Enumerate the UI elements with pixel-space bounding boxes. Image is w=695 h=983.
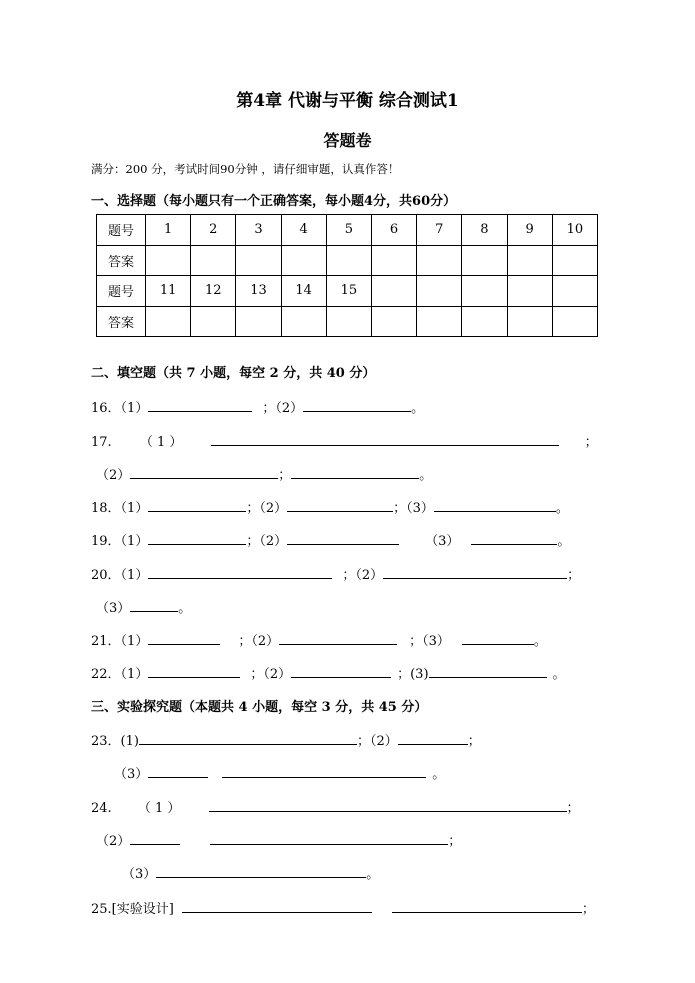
answer-cell[interactable] — [371, 245, 416, 276]
answer-cell[interactable] — [191, 245, 236, 276]
table-cell — [552, 276, 597, 307]
page-subtitle: 答题卷 — [323, 131, 372, 150]
question-22: 22．（1） ；（2） ；(3) 。 — [91, 667, 566, 682]
question-19: 19．（1） ；（2） （3） 。 — [91, 534, 571, 549]
table-cell: 5 — [326, 215, 371, 246]
table-cell: 9 — [507, 215, 552, 246]
table-cell — [507, 276, 552, 307]
answer-blank[interactable] — [287, 532, 399, 545]
answer-blank[interactable] — [139, 732, 357, 745]
answer-cell[interactable] — [191, 306, 236, 337]
question-label: 22．（1） — [91, 667, 149, 682]
page-title: 第4章 代谢与平衡 综合测试1 — [236, 91, 459, 111]
question-24-part2: （2） ； — [96, 834, 462, 849]
answer-blank[interactable] — [279, 632, 397, 645]
question-25: 25.[实验设计] ； — [91, 902, 595, 917]
answer-blank[interactable] — [148, 632, 220, 645]
answer-cell[interactable] — [236, 306, 281, 337]
question-label: 23．(1) — [91, 734, 139, 749]
table-cell: 6 — [371, 215, 416, 246]
answer-blank[interactable] — [429, 665, 547, 678]
answer-blank[interactable] — [222, 765, 426, 778]
table-cell — [417, 276, 462, 307]
table-cell: 题号 — [97, 276, 146, 307]
answer-blank[interactable] — [291, 466, 419, 479]
table-cell: 答案 — [97, 306, 146, 337]
answer-blank[interactable] — [398, 732, 468, 745]
table-cell: 2 — [191, 215, 236, 246]
answer-cell[interactable] — [326, 306, 371, 337]
answer-blank[interactable] — [130, 599, 178, 612]
table-cell: 答案 — [97, 245, 146, 276]
question-label: 17. — [91, 435, 112, 450]
question-24: 24. （ 1 ） ； — [91, 801, 580, 816]
answer-cell[interactable] — [507, 245, 552, 276]
question-23: 23．(1) ；（2） ； — [91, 734, 481, 749]
question-label: 25.[实验设计] — [91, 902, 174, 917]
question-20: 20．（1） ；（2） ； — [91, 568, 581, 583]
answer-table — [96, 214, 598, 337]
answer-blank[interactable] — [303, 399, 411, 412]
question-17: 17. （ 1 ） ； — [91, 435, 598, 450]
table-cell — [371, 276, 416, 307]
question-23-part2: （3） 。 — [114, 767, 446, 782]
section-fill-heading: 二、填空题（共 7 小题，每空 2 分，共 40 分） — [91, 366, 376, 381]
answer-blank[interactable] — [291, 665, 391, 678]
table-row — [97, 215, 598, 246]
question-24-part3: （3） 。 — [122, 867, 380, 882]
answer-cell[interactable] — [507, 306, 552, 337]
answer-cell[interactable] — [326, 245, 371, 276]
table-cell: 14 — [281, 276, 326, 307]
answer-blank[interactable] — [392, 900, 582, 913]
question-label: 18．（1） — [91, 501, 149, 516]
table-cell: 12 — [191, 276, 236, 307]
answer-blank[interactable] — [471, 532, 557, 545]
answer-cell[interactable] — [552, 306, 597, 337]
exam-note: 满分：200 分，考试时间90分钟 ，请仔细审题，认真作答！ — [91, 162, 400, 176]
answer-blank[interactable] — [462, 632, 534, 645]
section-choice-heading: 一、选择题（每小题只有一个正确答案，每小题4分，共60分） — [91, 194, 457, 209]
question-17-part2: （2） ； 。 — [96, 468, 433, 483]
answer-blank[interactable] — [287, 499, 393, 512]
answer-blank[interactable] — [148, 765, 208, 778]
table-cell: 8 — [462, 215, 507, 246]
section-experiment-heading: 三、实验探究题（本题共 4 小题，每空 3 分，共 45 分） — [91, 700, 428, 715]
table-cell: 1 — [146, 215, 191, 246]
answer-cell[interactable] — [417, 245, 462, 276]
question-label: 16．（1） — [91, 401, 149, 416]
answer-cell[interactable] — [236, 245, 281, 276]
answer-blank[interactable] — [148, 665, 240, 678]
answer-blank[interactable] — [383, 566, 567, 579]
question-label: 21．（1） — [91, 634, 149, 649]
answer-blank[interactable] — [148, 566, 332, 579]
question-label: 19．（1） — [91, 534, 149, 549]
answer-cell[interactable] — [462, 245, 507, 276]
answer-cell[interactable] — [417, 306, 462, 337]
answer-cell[interactable] — [146, 306, 191, 337]
table-row — [97, 306, 598, 337]
answer-cell[interactable] — [552, 245, 597, 276]
answer-blank[interactable] — [434, 499, 556, 512]
table-cell: 3 — [236, 215, 281, 246]
table-row — [97, 245, 598, 276]
answer-blank[interactable] — [130, 832, 180, 845]
table-cell: 13 — [236, 276, 281, 307]
question-20-part2: （3） 。 — [96, 601, 192, 616]
answer-blank[interactable] — [148, 399, 252, 412]
table-cell: 10 — [552, 215, 597, 246]
answer-blank[interactable] — [156, 865, 366, 878]
answer-blank[interactable] — [130, 466, 278, 479]
answer-cell[interactable] — [281, 306, 326, 337]
table-cell: 7 — [417, 215, 462, 246]
table-cell: 15 — [326, 276, 371, 307]
question-16: 16．（1） ；（2） 。 — [91, 401, 425, 416]
answer-cell[interactable] — [462, 306, 507, 337]
answer-cell[interactable] — [146, 245, 191, 276]
answer-blank[interactable] — [148, 532, 246, 545]
answer-cell[interactable] — [371, 306, 416, 337]
question-label: 20．（1） — [91, 568, 149, 583]
table-cell: 11 — [146, 276, 191, 307]
answer-blank[interactable] — [210, 832, 448, 845]
table-cell: 4 — [281, 215, 326, 246]
answer-blank[interactable] — [211, 433, 559, 446]
table-cell — [462, 276, 507, 307]
table-cell: 题号 — [97, 215, 146, 246]
table-row — [97, 276, 598, 307]
answer-blank[interactable] — [209, 799, 567, 812]
question-label: 24. — [91, 801, 112, 816]
question-21: 21．（1） ；（2） ；（3） 。 — [91, 634, 547, 649]
answer-blank[interactable] — [148, 499, 246, 512]
question-18: 18．（1） ；（2） ；（3） 。 — [91, 501, 569, 516]
answer-blank[interactable] — [182, 900, 372, 913]
answer-cell[interactable] — [281, 245, 326, 276]
